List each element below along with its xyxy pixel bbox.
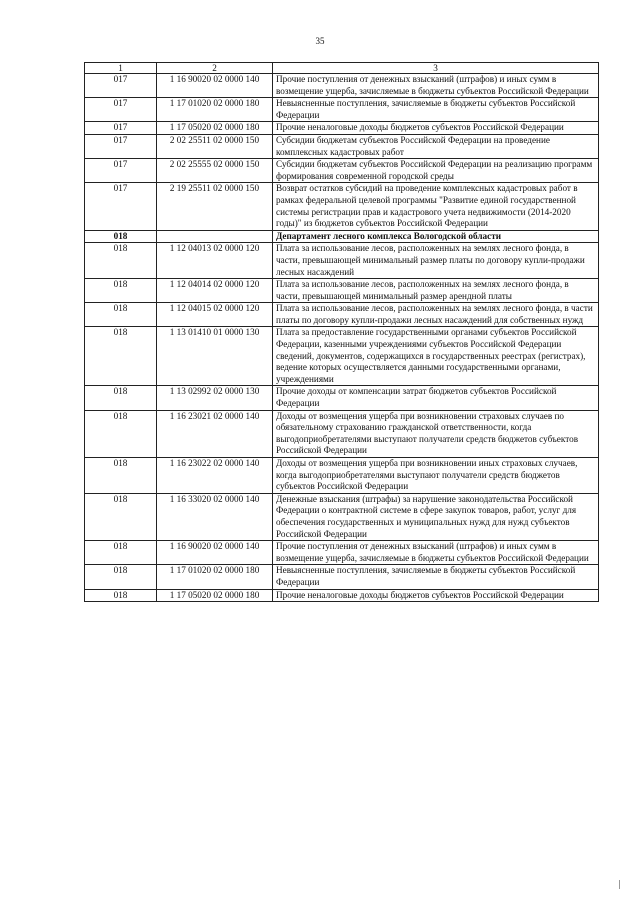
cell-admin-code: 017 xyxy=(85,122,157,135)
cell-revenue-name: Возврат остатков субсидий на проведение комплексных кадастровых работ в рамках федеральной целевой программы "Развитие единой государственной системы регистрации прав и кадастрового учета недвижимости (2014-2020 годы)" из бюджетов субъектов Российской Федерации xyxy=(273,183,599,230)
table-header-row xyxy=(85,63,599,74)
table-row xyxy=(85,122,599,135)
cell-admin-code: 018 xyxy=(85,589,157,602)
table-body xyxy=(85,74,599,602)
cell-budget-code: 1 16 90020 02 0000 140 xyxy=(157,541,273,565)
cell-revenue-name: Прочие доходы от компенсации затрат бюджетов субъектов Российской Федерации xyxy=(273,386,599,410)
table-row xyxy=(85,327,599,386)
column-header-admin: 1 xyxy=(85,63,157,74)
cell-admin-code: 017 xyxy=(85,98,157,122)
cell-admin-code: 017 xyxy=(85,183,157,230)
revenue-codes-table xyxy=(84,62,599,602)
table-row xyxy=(85,493,599,540)
cell-budget-code: 1 12 04015 02 0000 120 xyxy=(157,303,273,327)
table-row xyxy=(85,279,599,303)
cell-admin-code: 018 xyxy=(85,386,157,410)
cell-revenue-name: Прочие поступления от денежных взысканий (штрафов) и иных сумм в возмещение ущерба, зачисляемые в бюджеты субъектов Российской Федерации xyxy=(273,541,599,565)
cell-revenue-name: Невыясненные поступления, зачисляемые в бюджеты субъектов Российской Федерации xyxy=(273,565,599,589)
table-row xyxy=(85,458,599,494)
cell-admin-code: 018 xyxy=(85,303,157,327)
table-row xyxy=(85,386,599,410)
cell-admin-code: 017 xyxy=(85,159,157,183)
column-header-code: 2 xyxy=(157,63,273,74)
cell-revenue-name: Прочие неналоговые доходы бюджетов субъектов Российской Федерации xyxy=(273,122,599,135)
cell-revenue-name: Доходы от возмещения ущерба при возникновении иных страховых случаев, когда выгодоприобретателями выступают получатели средств бюджетов субъектов Российской Федерации xyxy=(273,458,599,494)
scan-edge-mark xyxy=(619,880,620,889)
cell-admin-code: 018 xyxy=(85,493,157,540)
cell-budget-code: 1 16 23021 02 0000 140 xyxy=(157,410,273,457)
table-row xyxy=(85,159,599,183)
cell-budget-code: 1 16 23022 02 0000 140 xyxy=(157,458,273,494)
cell-budget-code: 2 02 25555 02 0000 150 xyxy=(157,159,273,183)
cell-budget-code: 1 17 05020 02 0000 180 xyxy=(157,589,273,602)
cell-budget-code: 1 13 01410 01 0000 130 xyxy=(157,327,273,386)
cell-admin-code: 017 xyxy=(85,74,157,98)
cell-admin-code: 018 xyxy=(85,327,157,386)
cell-admin-code: 018 xyxy=(85,541,157,565)
table-row xyxy=(85,74,599,98)
cell-admin-code: 018 xyxy=(85,243,157,279)
cell-admin-code: 017 xyxy=(85,134,157,158)
cell-admin-code: 018 xyxy=(85,279,157,303)
cell-revenue-name: Субсидии бюджетам субъектов Российской Федерации на реализацию программ формирования современной городской среды xyxy=(273,159,599,183)
cell-revenue-name: Прочие неналоговые доходы бюджетов субъектов Российской Федерации xyxy=(273,589,599,602)
cell-revenue-name: Доходы от возмещения ущерба при возникновении страховых случаев по обязательному страхованию гражданской ответственности, когда выгодоприобретателями выступают получатели средств бюджетов субъектов Российской Федерации xyxy=(273,410,599,457)
table-row xyxy=(85,98,599,122)
table-row xyxy=(85,410,599,457)
table-row xyxy=(85,243,599,279)
cell-revenue-name: Плата за использование лесов, расположенных на землях лесного фонда, в части, превышающей минимальный размер арендной платы xyxy=(273,279,599,303)
cell-budget-code: 1 16 90020 02 0000 140 xyxy=(157,74,273,98)
column-header-name: 3 xyxy=(273,63,599,74)
cell-revenue-name: Невыясненные поступления, зачисляемые в бюджеты субъектов Российской Федерации xyxy=(273,98,599,122)
cell-revenue-name: Плата за использование лесов, расположенных на землях лесного фонда, в части платы по договору купли-продажи лесных насаждений для собственных нужд xyxy=(273,303,599,327)
cell-revenue-name: Плата за предоставление государственными органами субъектов Российской Федерации, казенными учреждениями субъектов Российской Федерации сведений, документов, содержащихся в государственных реестрах (регистрах), ведение которых осуществляется данными государственными органами, учреждениями xyxy=(273,327,599,386)
cell-budget-code: 1 13 02992 02 0000 130 xyxy=(157,386,273,410)
cell-admin-code: 018 xyxy=(85,230,157,243)
table-row xyxy=(85,565,599,589)
cell-revenue-name: Субсидии бюджетам субъектов Российской Федерации на проведение комплексных кадастровых работ xyxy=(273,134,599,158)
cell-budget-code: 1 17 05020 02 0000 180 xyxy=(157,122,273,135)
table-row xyxy=(85,134,599,158)
cell-admin-code: 018 xyxy=(85,565,157,589)
table-row xyxy=(85,183,599,230)
cell-admin-code: 018 xyxy=(85,458,157,494)
cell-budget-code: 1 16 33020 02 0000 140 xyxy=(157,493,273,540)
table-row xyxy=(85,589,599,602)
cell-budget-code: 2 19 25511 02 0000 150 xyxy=(157,183,273,230)
department-header-row xyxy=(85,230,599,243)
cell-revenue-name: Денежные взыскания (штрафы) за нарушение законодательства Российской Федерации о контрактной системе в сфере закупок товаров, работ, услуг для обеспечения государственных и муниципальных нужд для нужд субъектов Российской Федерации xyxy=(273,493,599,540)
page-number: 35 xyxy=(315,36,325,46)
cell-budget-code: 1 17 01020 02 0000 180 xyxy=(157,98,273,122)
cell-revenue-name: Прочие поступления от денежных взысканий (штрафов) и иных сумм в возмещение ущерба, зачисляемые в бюджеты субъектов Российской Федерации xyxy=(273,74,599,98)
table-row xyxy=(85,541,599,565)
cell-budget-code: 1 17 01020 02 0000 180 xyxy=(157,565,273,589)
cell-budget-code: 1 12 04014 02 0000 120 xyxy=(157,279,273,303)
cell-admin-code: 018 xyxy=(85,410,157,457)
cell-budget-code: 2 02 25511 02 0000 150 xyxy=(157,134,273,158)
table-row xyxy=(85,303,599,327)
cell-budget-code xyxy=(157,230,273,243)
cell-budget-code: 1 12 04013 02 0000 120 xyxy=(157,243,273,279)
cell-revenue-name: Плата за использование лесов, расположенных на землях лесного фонда, в части, превышающей минимальный размер платы по договору купли-продажи лесных насаждений xyxy=(273,243,599,279)
cell-revenue-name: Департамент лесного комплекса Вологодской области xyxy=(273,230,599,243)
